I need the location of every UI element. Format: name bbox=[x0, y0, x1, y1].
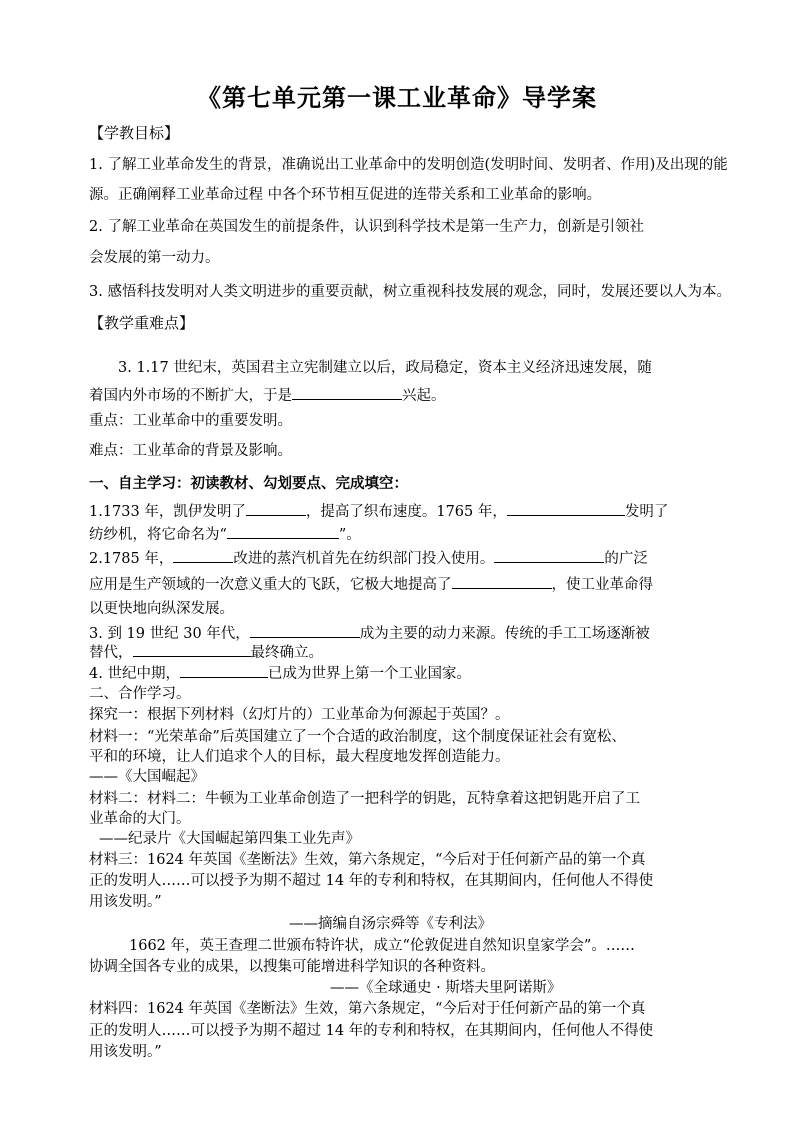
fill-blank[interactable] bbox=[227, 522, 339, 539]
material-4-line-2: 正的发明人……可以授予为期不超过 14 年的专利和特权，在其期间内，任何他人不得使 bbox=[89, 1023, 654, 1039]
material-3-line-5: 协调全国各专业的成果，以搜集可能增进科学知识的各种资料。 bbox=[89, 959, 495, 975]
question-2-line-3: 以更快地向纵深发展。 bbox=[89, 601, 234, 617]
explore-1: 探究一：根据下列材料（幻灯片的）工业革命为何源起于英国？。 bbox=[89, 707, 510, 723]
goal-3: 3. 感悟科技发明对人类文明进步的重要贡献，树立重视科技发展的观念，同时，发展还要以人为本。 bbox=[89, 284, 731, 300]
fill-blank[interactable] bbox=[250, 621, 360, 638]
material-3-line-3: 用该发明。” bbox=[89, 894, 162, 910]
question-text: 的广泛 bbox=[604, 551, 648, 567]
question-text: 纺纱机，将它命名为“ bbox=[89, 527, 227, 543]
goal-2-line-2: 会发展的第一动力。 bbox=[89, 250, 220, 266]
goal-1-line-2: 源。正确阐释工业革命过程 中各个环节相互促进的连带关系和工业革命的影响。 bbox=[89, 187, 602, 203]
question-1-line-1 bbox=[89, 499, 705, 523]
material-3-line-4: 1662 年，英王查理二世颁布特许状，成立“伦敦促进自然知识皇家学会”。…… bbox=[129, 938, 635, 954]
question-text: 替代， bbox=[89, 645, 133, 661]
question-text: 4. 世纪中期， bbox=[89, 666, 180, 682]
keypoints-header: 【教学重难点】 bbox=[89, 314, 195, 332]
question-text: ，使工业革命得 bbox=[551, 577, 653, 593]
question-text: 1.1733 年，凯伊发明了 bbox=[89, 504, 246, 520]
material-1-line-1: 材料一：“光荣革命”后英国建立了一个合适的政治制度，这个制度保证社会有宽松、 bbox=[89, 729, 626, 745]
question-text: 2.1785 年， bbox=[89, 551, 174, 567]
part-2-header: 二、合作学习。 bbox=[89, 686, 191, 702]
material-3-line-1: 材料三：1624 年英国《垄断法》生效，第六条规定，“今后对于任何新产品的第一个真 bbox=[89, 852, 646, 868]
keypoint-line-2 bbox=[89, 383, 705, 407]
question-text: 应用是生产领域的一次意义重大的飞跃，它极大地提高了 bbox=[89, 577, 452, 593]
page-title: 《第七单元第一课工业革命》导学案 bbox=[197, 84, 597, 112]
keypoint-line-1: 3. 1.17 世纪末，英国君主立宪制建立以后，政局稳定，资本主义经济迅速发展，随 bbox=[118, 360, 652, 376]
fill-blank[interactable] bbox=[452, 572, 552, 589]
question-text: 发明了 bbox=[624, 504, 669, 520]
question-4 bbox=[89, 661, 705, 685]
question-text: 最终确立。 bbox=[250, 645, 323, 661]
material-2-line-2: 业革命的大门。 bbox=[89, 811, 191, 827]
focus-point: 重点：工业革命中的重要发明。 bbox=[89, 413, 292, 429]
fill-blank[interactable] bbox=[507, 499, 625, 516]
question-text: ”。 bbox=[338, 527, 361, 543]
question-text: 已成为世界上第一个工业国家。 bbox=[267, 666, 471, 682]
material-3-line-2: 正的发明人……可以授予为期不超过 14 年的专利和特权，在其期间内，任何他人不得使 bbox=[89, 873, 654, 889]
fill-blank[interactable] bbox=[133, 640, 251, 657]
fill-blank[interactable] bbox=[494, 546, 604, 563]
goal-1-line-1: 1. 了解工业革命发生的背景，准确说出工业革命中的发明创造(发明时间、发明者、作用)及出现的能 bbox=[89, 157, 728, 173]
question-2-line-2 bbox=[89, 572, 705, 596]
fill-blank[interactable] bbox=[292, 383, 402, 400]
material-1-source: ——《大国崛起》 bbox=[89, 769, 205, 785]
difficulty-point: 难点：工业革命的背景及影响。 bbox=[89, 443, 292, 459]
question-text: ，提高了织布速度。1765 年， bbox=[305, 504, 507, 520]
goals-header: 【学教目标】 bbox=[89, 124, 180, 142]
question-text: 改进的蒸汽机首先在纺织部门投入使用。 bbox=[233, 551, 495, 567]
keypoint-text: 着国内外市场的不断扩大，于是 bbox=[89, 388, 292, 404]
goal-2-line-1: 2. 了解工业革命在英国发生的前提条件，认识到科学技术是第一生产力，创新是引领社 bbox=[89, 219, 644, 235]
question-1-line-2 bbox=[89, 522, 705, 546]
part-1-header: 一、自主学习：初读教材、勾划要点、完成填空： bbox=[89, 475, 408, 492]
material-4-line-3: 用该发明。” bbox=[89, 1044, 162, 1060]
material-3-source-2: ——《全球通史 · 斯塔夫里阿诺斯》 bbox=[330, 980, 562, 996]
question-text: 成为主要的动力来源。传统的手工工场逐渐被 bbox=[359, 626, 650, 642]
material-3-source: ——摘编自汤宗舜等《专利法》 bbox=[289, 916, 492, 932]
keypoint-text-end: 兴起。 bbox=[402, 388, 446, 404]
question-text: 3. 到 19 世纪 30 年代， bbox=[89, 626, 250, 642]
fill-blank[interactable] bbox=[246, 499, 306, 516]
fill-blank[interactable] bbox=[173, 546, 233, 563]
material-4-line-1: 材料四：1624 年英国《垄断法》生效，第六条规定，“今后对于任何新产品的第一个真 bbox=[89, 1001, 646, 1017]
question-2-line-1 bbox=[89, 546, 705, 570]
material-2-source: ——纪录片《大国崛起第四集工业先声》 bbox=[99, 831, 360, 847]
fill-blank[interactable] bbox=[180, 661, 268, 678]
material-2-line-1: 材料二：材料二：牛顿为工业革命创造了一把科学的钥匙，瓦特拿着这把钥匙开启了工 bbox=[89, 791, 640, 807]
material-1-line-2: 平和的环境，让人们追求个人的目标，最大程度地发挥创造能力。 bbox=[89, 749, 510, 765]
